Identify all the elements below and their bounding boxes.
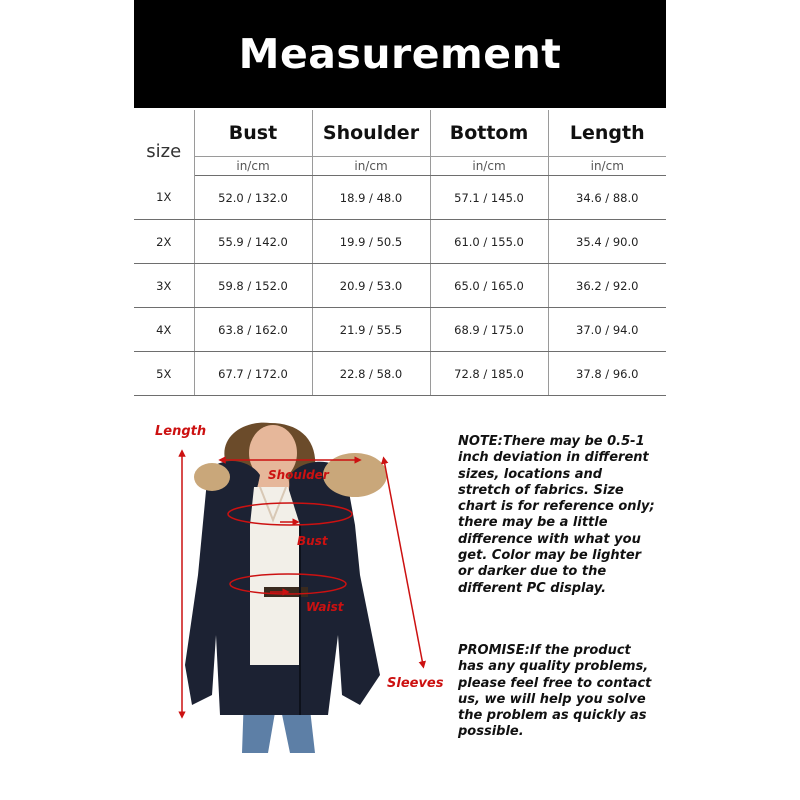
- page-title: Measurement: [238, 30, 562, 78]
- bottom-cell: 57.1 / 145.0: [430, 176, 548, 220]
- table-row: [134, 264, 666, 308]
- bust-cell: 67.7 / 172.0: [194, 352, 312, 396]
- bust-label: Bust: [297, 534, 328, 548]
- length-label: Length: [155, 424, 207, 439]
- bust-cell: 59.8 / 152.0: [194, 264, 312, 308]
- unit-label: in/cm: [548, 157, 666, 176]
- size-cell: 5X: [134, 352, 194, 396]
- title-banner: [134, 0, 666, 108]
- coat-measurement-figure: [150, 415, 450, 760]
- bust-cell: 55.9 / 142.0: [194, 220, 312, 264]
- shoulder-cell: 18.9 / 48.0: [312, 176, 430, 220]
- shoulder-cell: 21.9 / 55.5: [312, 308, 430, 352]
- unit-label: in/cm: [194, 157, 312, 176]
- column-header-shoulder: Shoulder: [312, 110, 430, 157]
- bottom-cell: 65.0 / 165.0: [430, 264, 548, 308]
- waist-label: Waist: [306, 600, 344, 614]
- unit-label: in/cm: [312, 157, 430, 176]
- table-row: [134, 352, 666, 396]
- length-cell: 36.2 / 92.0: [548, 264, 666, 308]
- promise-text: PROMISE:If the product has any quality problems, please feel free to contact us, we will help you solve the problem as quickly as possible.: [458, 643, 652, 740]
- bust-cell: 63.8 / 162.0: [194, 308, 312, 352]
- table-row: [134, 220, 666, 264]
- unit-label: in/cm: [430, 157, 548, 176]
- sleeves-label: Sleeves: [387, 676, 444, 691]
- shoulder-cell: 22.8 / 58.0: [312, 352, 430, 396]
- table-header-row: [134, 110, 666, 157]
- length-cell: 35.4 / 90.0: [548, 220, 666, 264]
- shoulder-cell: 20.9 / 53.0: [312, 264, 430, 308]
- size-cell: 2X: [134, 220, 194, 264]
- size-chart-table: [134, 110, 666, 396]
- size-cell: 3X: [134, 264, 194, 308]
- bust-cell: 52.0 / 132.0: [194, 176, 312, 220]
- size-cell: 1X: [134, 176, 194, 220]
- shoulder-label: Shoulder: [268, 468, 329, 482]
- bottom-cell: 61.0 / 155.0: [430, 220, 548, 264]
- length-cell: 37.0 / 94.0: [548, 308, 666, 352]
- bottom-cell: 68.9 / 175.0: [430, 308, 548, 352]
- length-cell: 37.8 / 96.0: [548, 352, 666, 396]
- shoulder-cell: 19.9 / 50.5: [312, 220, 430, 264]
- table-row: [134, 176, 666, 220]
- note-text: NOTE:There may be 0.5-1 inch deviation in different sizes, locations and stretch of fabrics. Size chart is for reference only; there may be a little difference with what you get. Color may be lighter or darker due to the different PC display.: [458, 434, 655, 596]
- table-row: [134, 308, 666, 352]
- column-header-bottom: Bottom: [430, 110, 548, 157]
- size-column-header: size: [134, 110, 194, 176]
- bottom-cell: 72.8 / 185.0: [430, 352, 548, 396]
- column-header-bust: Bust: [194, 110, 312, 157]
- unit-row: [134, 157, 666, 176]
- size-cell: 4X: [134, 308, 194, 352]
- column-header-length: Length: [548, 110, 666, 157]
- sleeves-arrow: [384, 460, 423, 665]
- length-cell: 34.6 / 88.0: [548, 176, 666, 220]
